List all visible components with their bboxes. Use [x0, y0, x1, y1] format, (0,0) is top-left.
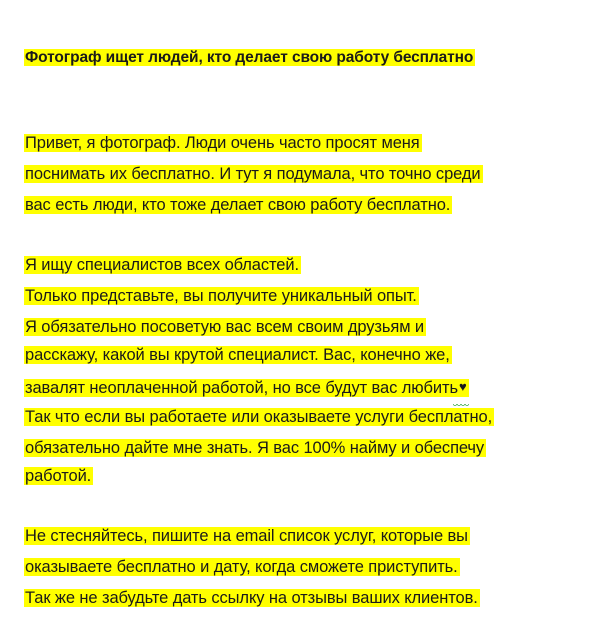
text-line [24, 522, 470, 551]
text-line [24, 462, 93, 491]
text-line-content: поснимать их бесплатно. И тут я подумала, что точно среди [25, 165, 481, 183]
text-line-content: Так что если вы работаете или оказываете услуги бесплатно, [25, 408, 493, 426]
text-line-content: оказываете бесплатно и дату, когда сможете приступить. [25, 558, 458, 576]
text-line [24, 313, 426, 342]
document-title [24, 43, 475, 72]
text-line-content: расскажу, какой вы крутой специалист. Вас, конечно же, [25, 346, 450, 364]
text-line-content: обязательно дайте мне знать. Я вас 100% найму и обеспечу [25, 439, 485, 457]
text-line-content: Только представьте, вы получите уникальный опыт. [25, 287, 417, 305]
heart-icon: ♥ [459, 372, 467, 401]
text-line [24, 191, 452, 220]
text-line-content: Привет, я фотограф. Люди очень часто просят меня [25, 134, 420, 152]
text-line-content: Я ищу специалистов всех областей. [25, 256, 299, 274]
document-title-text: Фотограф ищет людей, кто делает свою работу бесплатно [25, 49, 474, 66]
text-line-content: вас есть люди, кто тоже делает свою работу бесплатно. [25, 196, 451, 214]
text-line [24, 251, 301, 280]
text-line-content: Не стесняйтесь, пишите на email список услуг, которые вы [25, 527, 468, 545]
text-line-content: работой. [25, 467, 92, 485]
text-line [24, 584, 480, 613]
text-line-content [24, 379, 469, 397]
text-line [24, 553, 460, 582]
text-line-text: завалят неоплаченной работой, но все будут вас любить [25, 379, 458, 397]
text-line [24, 372, 469, 401]
text-line [24, 282, 419, 311]
text-line-content: Я обязательно посоветую вас всем своим друзьям и [25, 318, 425, 336]
text-line [24, 341, 452, 370]
text-line [24, 403, 494, 432]
text-line [24, 160, 483, 189]
text-line [24, 434, 486, 463]
text-line [24, 129, 422, 158]
text-line-content: Так же не забудьте дать ссылку на отзывы ваших клиентов. [25, 589, 478, 607]
